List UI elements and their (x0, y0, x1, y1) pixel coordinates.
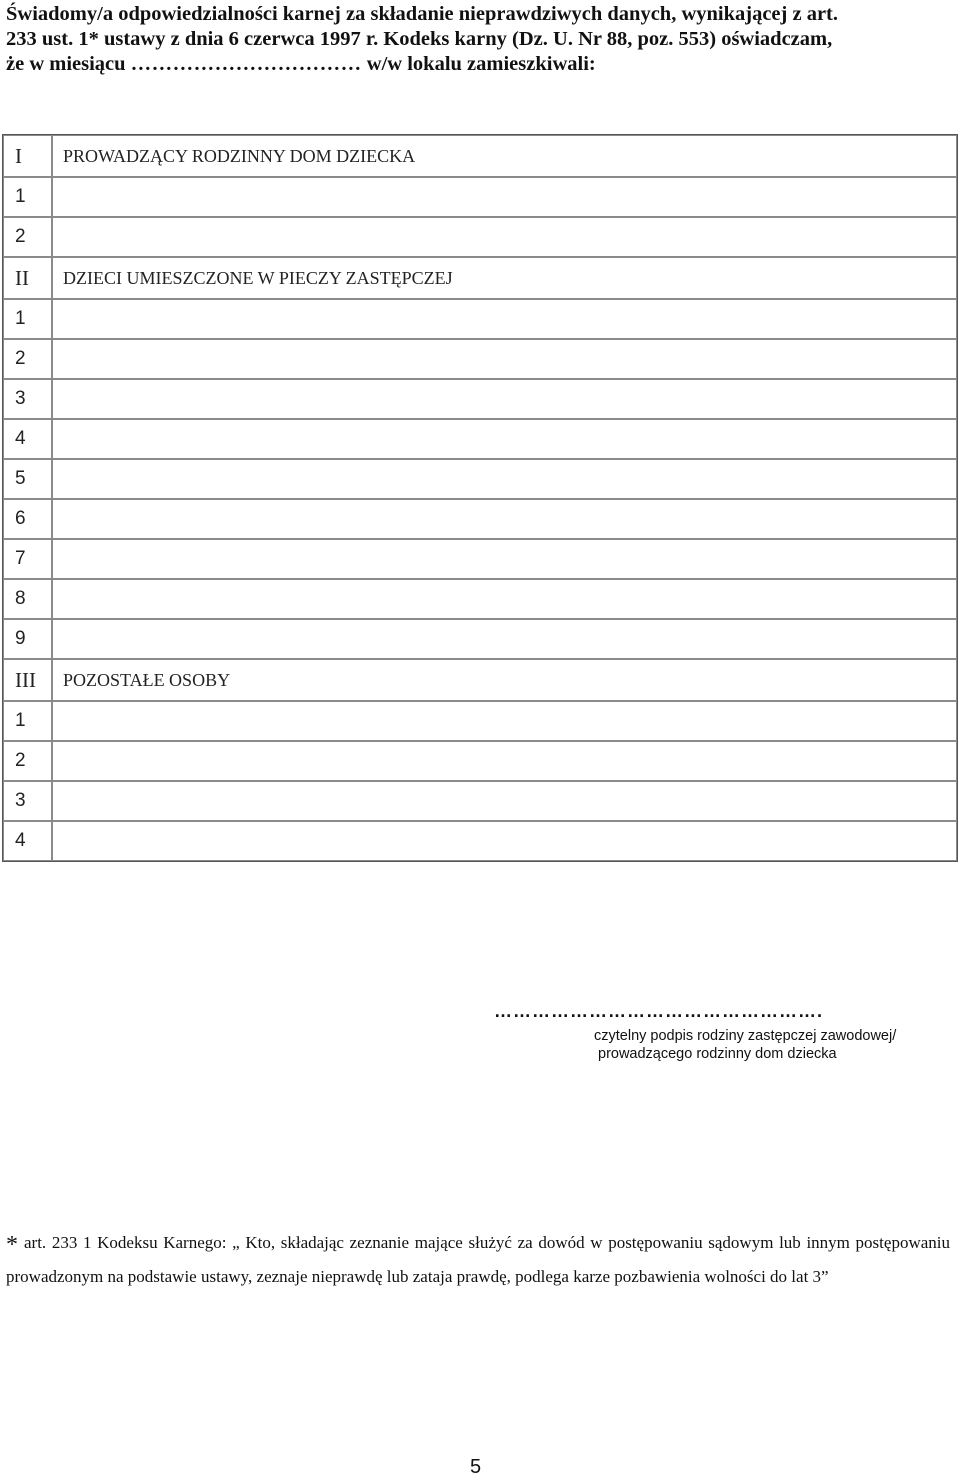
section-header-row (3, 135, 957, 177)
section-header-row (3, 257, 957, 299)
section-number: I (3, 135, 52, 177)
table-row (3, 781, 957, 821)
declaration-intro (6, 2, 956, 77)
table-row (3, 741, 957, 781)
table-row (3, 459, 957, 499)
person-entry-cell[interactable] (52, 419, 957, 459)
row-number: 3 (3, 781, 52, 821)
row-number: 9 (3, 619, 52, 659)
signature-caption-1: czytelny podpis rodziny zastępczej zawodowej/ (594, 1028, 897, 1044)
table-row (3, 217, 957, 257)
table-row (3, 177, 957, 217)
person-entry-cell[interactable] (52, 619, 957, 659)
footnote-text: art. 233 1 Kodeksu Karnego: „ Kto, składając zeznanie mające służyć za dowód w postępowaniu sądowym lub innym postępowaniu prowadzonym na podstawie ustawy, zeznaje nieprawdę lub zataja prawdę, podlega karze pozbawienia wolności do lat 3” (6, 1233, 950, 1286)
intro-line-2: 233 ust. 1* ustawy z dnia 6 czerwca 1997 r. Kodeks karny (Dz. U. Nr 88, poz. 553) oświadczam, (6, 28, 833, 50)
row-number: 3 (3, 379, 52, 419)
person-entry-cell[interactable] (52, 701, 957, 741)
table-row (3, 821, 957, 861)
person-entry-cell[interactable] (52, 539, 957, 579)
person-entry-cell[interactable] (52, 299, 957, 339)
row-number: 8 (3, 579, 52, 619)
signature-line[interactable]: ……………………………………………. (494, 1001, 824, 1021)
table-row (3, 419, 957, 459)
intro-line-1: Świadomy/a odpowiedzialności karnej za składanie nieprawdziwych danych, wynikającej z art. (6, 3, 838, 25)
row-number: 7 (3, 539, 52, 579)
row-number: 1 (3, 299, 52, 339)
person-entry-cell[interactable] (52, 579, 957, 619)
table-row (3, 579, 957, 619)
row-number: 4 (3, 821, 52, 861)
section-header-row (3, 659, 957, 701)
row-number: 1 (3, 701, 52, 741)
intro-line-3-end: w/w lokalu zamieszkiwali: (366, 53, 596, 75)
table-row (3, 619, 957, 659)
intro-line-3 (6, 52, 956, 77)
table-row (3, 539, 957, 579)
section-title: DZIECI UMIESZCZONE W PIECZY ZASTĘPCZEJ (52, 257, 957, 299)
table-row (3, 339, 957, 379)
row-number: 6 (3, 499, 52, 539)
table-row (3, 499, 957, 539)
person-entry-cell[interactable] (52, 781, 957, 821)
person-entry-cell[interactable] (52, 177, 957, 217)
person-entry-cell[interactable] (52, 379, 957, 419)
table-row (3, 299, 957, 339)
person-entry-cell[interactable] (52, 339, 957, 379)
person-entry-cell[interactable] (52, 217, 957, 257)
footnote (6, 1224, 950, 1294)
section-title: POZOSTAŁE OSOBY (52, 659, 957, 701)
signature-block (494, 1001, 944, 1062)
residents-table-body (3, 135, 957, 861)
signature-caption-2: prowadzącego rodzinny dom dziecka (598, 1046, 837, 1062)
table-row (3, 701, 957, 741)
section-number: III (3, 659, 52, 701)
page-number: 5 (470, 1456, 482, 1478)
table-row (3, 379, 957, 419)
row-number: 4 (3, 419, 52, 459)
person-entry-cell[interactable] (52, 741, 957, 781)
section-title: PROWADZĄCY RODZINNY DOM DZIECKA (52, 135, 957, 177)
footnote-asterisk: * (6, 1232, 18, 1258)
residents-table (2, 134, 958, 862)
section-number: II (3, 257, 52, 299)
row-number: 1 (3, 177, 52, 217)
person-entry-cell[interactable] (52, 459, 957, 499)
person-entry-cell[interactable] (52, 821, 957, 861)
month-blank[interactable]: …………………………… (130, 53, 362, 75)
row-number: 2 (3, 741, 52, 781)
row-number: 5 (3, 459, 52, 499)
intro-month-label: że w miesiącu (6, 53, 126, 75)
row-number: 2 (3, 339, 52, 379)
person-entry-cell[interactable] (52, 499, 957, 539)
row-number: 2 (3, 217, 52, 257)
